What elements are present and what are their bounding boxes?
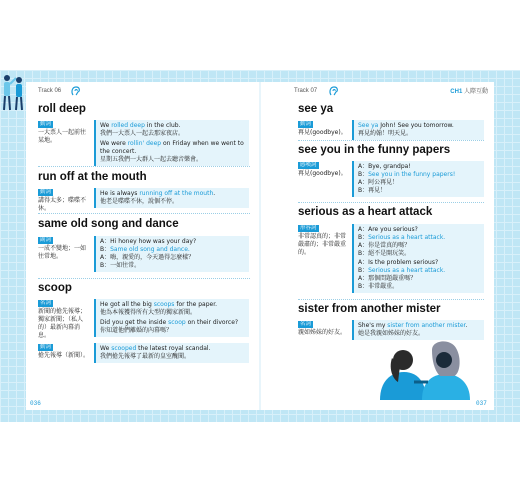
chapter-title: 人際互動 bbox=[463, 89, 488, 95]
headword: same old song and dance bbox=[38, 218, 179, 230]
example-sentence: Did you get the inside scoop on their divorce? bbox=[100, 319, 239, 326]
part-of-speech-tag: 感嘆詞 bbox=[300, 162, 317, 168]
definition: 講得太多；喋喋不休。 bbox=[38, 197, 87, 212]
divider bbox=[298, 299, 484, 300]
audio-ear-icon bbox=[70, 86, 82, 97]
definition-block bbox=[298, 120, 350, 137]
divider bbox=[298, 202, 484, 203]
page-number: 037 bbox=[476, 400, 487, 407]
definition-block bbox=[38, 188, 88, 213]
dialogue-line: B：Serious as a heart attack. bbox=[358, 267, 446, 274]
example-sentence: We rolled deep in the club. bbox=[100, 122, 181, 129]
example-box bbox=[94, 299, 249, 337]
example-translation: 我們一大票人一起去那家夜店。 bbox=[100, 130, 185, 137]
headword: serious as a heart attack bbox=[298, 206, 433, 218]
example-sentence: See ya John! See you tomorrow. bbox=[358, 122, 454, 129]
dialogue-line: A：阿公再見！ bbox=[358, 179, 399, 186]
example-translation: 他為本報獲得所有大型的獨家新聞。 bbox=[100, 309, 197, 316]
divider bbox=[38, 166, 250, 167]
definition-block bbox=[298, 320, 354, 337]
chapter-number: CH1 bbox=[450, 89, 463, 95]
part-of-speech-tag: 動詞 bbox=[300, 121, 312, 127]
headword: see you in the funny papers bbox=[298, 144, 451, 156]
definition: 非常認真的；非常嚴肅的；非常嚴重的。 bbox=[298, 233, 347, 256]
part-of-speech-tag: 名詞 bbox=[300, 321, 312, 327]
part-of-speech-tag: 動詞 bbox=[40, 344, 52, 350]
dialogue-line: B：Same old song and dance. bbox=[100, 246, 190, 253]
divider bbox=[38, 278, 250, 279]
headword: run off at the mouth bbox=[38, 171, 147, 183]
divider bbox=[298, 140, 484, 141]
part-of-speech-tag: 副詞 bbox=[40, 237, 52, 243]
definition: 一大票人一起前往某地。 bbox=[38, 129, 87, 144]
definition: 親如姊妹的好友。 bbox=[298, 329, 347, 336]
definition-block bbox=[298, 224, 350, 257]
track-label-right: Track 07 bbox=[294, 88, 318, 94]
dialogue-line: B：Serious as a heart attack. bbox=[358, 234, 446, 241]
track-label: Track 06 bbox=[38, 88, 62, 94]
example-translation: 星期五我們一大群人一起去聽音樂會。 bbox=[100, 156, 203, 163]
example-translation: 你知道他們離婚的內幕嗎？ bbox=[100, 327, 173, 334]
two-friends-illustration bbox=[370, 330, 480, 400]
definition: 搶先報導（新聞）。 bbox=[38, 352, 90, 359]
headword: sister from another mister bbox=[298, 303, 441, 315]
dialogue-box bbox=[94, 236, 249, 272]
dialogue-box bbox=[352, 224, 484, 293]
definition-block bbox=[38, 299, 90, 340]
audio-ear-icon bbox=[328, 86, 340, 97]
dialogue-line: B：非常嚴重。 bbox=[358, 283, 399, 290]
page-number: 036 bbox=[30, 400, 41, 407]
dialogue-box bbox=[352, 161, 484, 197]
definition-block bbox=[38, 236, 88, 261]
example-translation: 她是我親如姊妹的好友。 bbox=[358, 330, 425, 337]
dialogue-line: A：Is the problem serious? bbox=[358, 259, 439, 266]
example-translation: 再見約翰！明天見。 bbox=[358, 130, 413, 137]
dialogue-line: B：See you in the funny papers! bbox=[358, 171, 456, 178]
example-box bbox=[94, 120, 249, 166]
definition-block bbox=[298, 161, 350, 178]
dialogue-line: A：嗨，親愛的，今天過得怎麼樣？ bbox=[100, 254, 195, 261]
example-sentence: He got all the big scoops for the paper. bbox=[100, 301, 218, 308]
part-of-speech-tag: 動詞 bbox=[40, 189, 52, 195]
definition: 再見(goodbye)。 bbox=[298, 129, 347, 136]
dialogue-line: A：Hi honey how was your day? bbox=[100, 238, 197, 245]
dialogue-line: A：那個問題嚴重嗎？ bbox=[358, 275, 417, 282]
example-translation: 我們搶先報導了最新的皇室醜聞。 bbox=[100, 353, 191, 360]
dialogue-line: B：再見！ bbox=[358, 187, 387, 194]
definition: 一成不變地；一如往常地。 bbox=[38, 245, 87, 260]
example-box bbox=[352, 120, 484, 140]
example-box bbox=[94, 188, 249, 208]
dialogue-line: A：Are you serious? bbox=[358, 226, 418, 233]
chapter-label bbox=[450, 86, 488, 95]
example-sentence: She's my sister from another mister. bbox=[358, 322, 468, 329]
part-of-speech-tag: 名詞 bbox=[40, 300, 52, 306]
book-gutter bbox=[259, 82, 261, 410]
definition: 新聞的搶先報導；獨家新聞；（私人的）最新內幕消息。 bbox=[38, 308, 87, 339]
example-sentence: We scooped the latest royal scandal. bbox=[100, 345, 211, 352]
divider bbox=[38, 213, 250, 214]
headword: see ya bbox=[298, 103, 334, 115]
dialogue-line: A：你是當真的嗎？ bbox=[358, 242, 411, 249]
example-translation: 他老是喋喋不休，說個不停。 bbox=[100, 198, 179, 205]
dialogue-line: A：Bye, grandpa! bbox=[358, 163, 411, 170]
headword: roll deep bbox=[38, 103, 86, 115]
definition: 再見(goodbye)。 bbox=[298, 170, 347, 177]
definition-block bbox=[38, 343, 90, 360]
example-box bbox=[94, 343, 249, 363]
part-of-speech-tag: 動詞 bbox=[40, 121, 52, 127]
example-sentence: He is always running off at the mouth. bbox=[100, 190, 216, 197]
example-sentence: We were rollin' deep on Friday when we went to the concert. bbox=[100, 140, 244, 155]
headword: scoop bbox=[38, 282, 72, 294]
dialogue-line: B：一如往常。 bbox=[100, 262, 141, 269]
definition-block bbox=[38, 120, 88, 145]
part-of-speech-tag: 形容詞 bbox=[300, 225, 317, 231]
dialogue-line: B：絕不是開玩笑。 bbox=[358, 250, 411, 257]
people-illustration bbox=[0, 72, 28, 112]
